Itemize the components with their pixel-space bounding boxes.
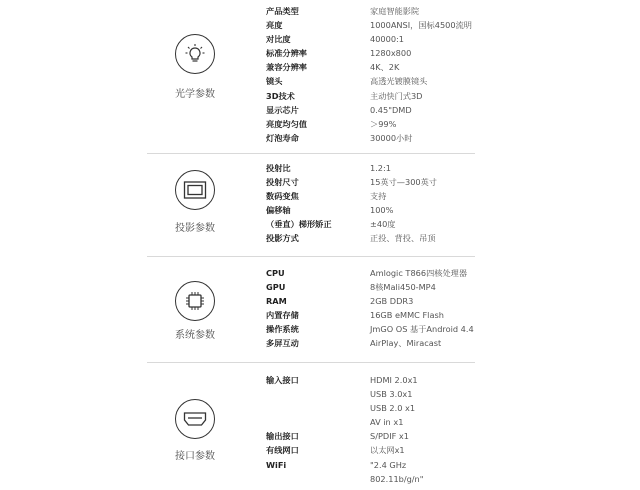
spec-value: 高透光镀膜镜头 (370, 76, 428, 87)
spec-key: 亮度均匀值 (266, 118, 307, 129)
spec-value: S/PDIF x1 (370, 431, 409, 442)
spec-row (266, 32, 566, 46)
spec-key: CPU (266, 268, 285, 278)
spec-key: 投影方式 (266, 233, 299, 244)
spec-value: 30000小时 (370, 132, 413, 143)
spec-row (266, 60, 566, 74)
spec-value: 家庭智能影院 (370, 6, 420, 16)
spec-value: 8核Mali450-MP4 (370, 282, 436, 293)
spec-value: 4K、2K (370, 62, 400, 73)
spec-row (266, 46, 566, 60)
spec-value: "2.4 GHz (370, 459, 407, 470)
section-title: 系统参数 (175, 330, 215, 341)
spec-key: 显示芯片 (266, 104, 299, 115)
lightbulb-icon (175, 34, 215, 74)
spec-row (266, 203, 566, 217)
spec-row (266, 401, 566, 415)
spec-key: 有线网口 (266, 445, 299, 456)
spec-key: 兼容分辨率 (266, 62, 307, 73)
spec-key: 3D技术 (266, 90, 295, 101)
spec-row (266, 131, 566, 145)
spec-key: 亮度 (266, 20, 283, 31)
section-title: 投影参数 (175, 223, 215, 234)
spec-key: 标准分辨率 (266, 48, 307, 59)
spec-key: 输入接口 (266, 375, 299, 385)
spec-row (266, 373, 566, 387)
spec-key: 灯泡寿命 (266, 132, 299, 143)
spec-row (266, 189, 566, 203)
spec-row (266, 415, 566, 429)
spec-value: ±40度 (370, 219, 396, 230)
spec-row (266, 18, 566, 32)
section-title: 接口参数 (175, 451, 215, 462)
spec-key: 投射尺寸 (266, 177, 299, 188)
spec-row (266, 308, 566, 322)
spec-value: 100% (370, 205, 394, 216)
spec-key: 数码变焦 (266, 191, 299, 202)
spec-row (266, 217, 566, 231)
spec-key: WiFi (266, 459, 287, 470)
spec-value: 正投、背投、吊顶 (370, 233, 436, 244)
spec-value: 2GB DDR3 (370, 296, 414, 307)
spec-value: JmGO OS 基于Android 4.4 (370, 324, 474, 335)
spec-row (266, 4, 566, 18)
spec-row (266, 280, 566, 294)
spec-row (266, 322, 566, 336)
spec-value: Amlogic T866四核处理器 (370, 268, 468, 278)
spec-value: 以太网x1 (370, 445, 405, 456)
spec-key: 镜头 (266, 76, 283, 87)
spec-key: 偏移轴 (266, 205, 291, 216)
spec-key: （垂直）梯形矫正 (266, 219, 332, 230)
spec-row (266, 266, 566, 280)
spec-value: 16GB eMMC Flash (370, 310, 444, 321)
spec-value: 802.11b/g/n" (370, 473, 424, 484)
spec-value: 支持 (370, 191, 387, 202)
spec-row (266, 472, 566, 486)
spec-value: ＞99% (370, 118, 397, 129)
spec-value: AirPlay、Miracast (370, 338, 442, 349)
spec-key: GPU (266, 282, 286, 293)
spec-value: AV in x1 (370, 417, 404, 428)
spec-key: 产品类型 (266, 6, 299, 16)
spec-row (266, 161, 566, 175)
spec-row (266, 231, 566, 245)
spec-row (266, 117, 566, 131)
spec-row (266, 89, 566, 103)
spec-value: 1000ANSI，国标4500流明 (370, 20, 472, 31)
spec-value: 40000:1 (370, 34, 405, 45)
hdmi-port-icon (175, 399, 215, 439)
spec-value: 1.2:1 (370, 163, 391, 173)
spec-value: USB 2.0 x1 (370, 403, 416, 414)
spec-row (266, 294, 566, 308)
spec-key: 输出接口 (266, 431, 299, 442)
spec-row (266, 74, 566, 88)
section-divider (147, 153, 475, 154)
chip-icon (175, 281, 215, 321)
spec-row (266, 336, 566, 350)
spec-value: USB 3.0x1 (370, 389, 413, 400)
spec-row (266, 103, 566, 117)
spec-key: 多屏互动 (266, 338, 299, 349)
spec-key: 内置存储 (266, 310, 299, 321)
spec-row (266, 443, 566, 457)
spec-value: 0.45"DMD (370, 104, 412, 115)
spec-value: 主动快门式3D (370, 90, 423, 101)
spec-row (266, 175, 566, 189)
spec-row (266, 387, 566, 401)
spec-key: RAM (266, 296, 287, 307)
spec-row (266, 458, 566, 472)
spec-key: 操作系统 (266, 324, 299, 335)
spec-key: 投射比 (266, 163, 291, 173)
spec-key: 对比度 (266, 34, 291, 45)
section-divider (147, 256, 475, 257)
spec-value: 1280x800 (370, 48, 412, 59)
section-divider (147, 362, 475, 363)
spec-value: HDMI 2.0x1 (370, 375, 418, 385)
projector-screen-icon (175, 170, 215, 210)
spec-row (266, 429, 566, 443)
section-title: 光学参数 (175, 89, 215, 100)
spec-value: 15英寸—300英寸 (370, 177, 437, 188)
